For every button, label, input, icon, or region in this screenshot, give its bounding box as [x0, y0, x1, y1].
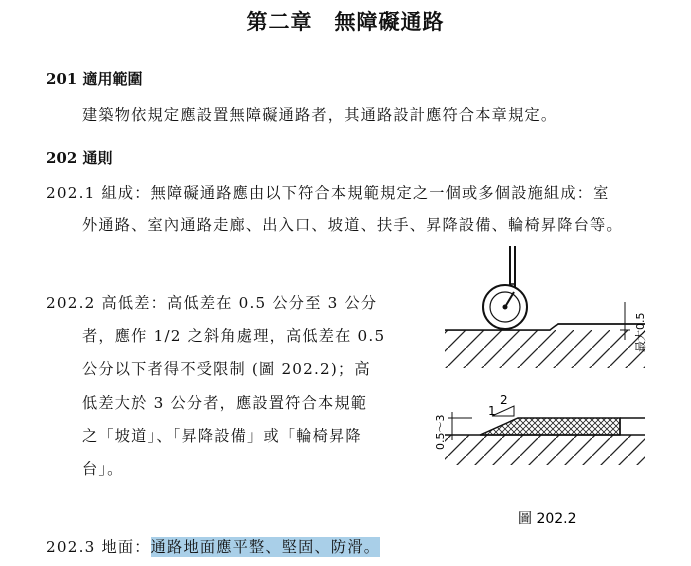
chapter-title: 第二章 無障礙通路 [246, 9, 445, 34]
item-202-1-line-1: 202.1 組成：無障礙通路應由以下符合本規範規定之一個或多個設施組成：室 [46, 184, 610, 202]
wheelchair-wheel-icon [483, 246, 527, 329]
item-202-3-label: 202.3 地面： [46, 538, 151, 556]
slope-ratio-indicator [488, 393, 514, 418]
item-202-2-line-3: 公分以下者得不受限制 (圖 202.2)；高 [82, 360, 371, 378]
section-201-heading: 201 適用範圍 [46, 70, 143, 88]
slope-label-2: 2 [500, 393, 508, 407]
figure-202-2 [430, 240, 660, 527]
item-202-2-line-2: 者，應作 1/2 之斜角處理，高低差在 0.5 [82, 327, 386, 345]
item-202-3 [46, 536, 380, 557]
section-202-heading: 202 通則 [46, 149, 113, 167]
item-202-2-line-4: 低差大於 3 公分者，應設置符合本規範 [82, 394, 368, 412]
item-202-2-line-6: 台」。 [82, 460, 124, 478]
item-202-2-line-1: 202.2 高低差：高低差在 0.5 公分至 3 公分 [46, 294, 378, 312]
section-201-text: 建築物依規定應設置無障礙通路者，其通路設計應符合本章規定。 [82, 106, 558, 124]
item-202-1-line-2: 外通路、室內通路走廊、出入口、坡道、扶手、昇降設備、輪椅昇降台等。 [82, 216, 623, 234]
label-height-range: 0.5～3 [434, 414, 447, 450]
label-max-height: 最大0.5 [634, 312, 647, 352]
slope-label-1: 1 [488, 404, 496, 418]
figure-caption: 圖 202.2 [518, 511, 577, 527]
item-202-3-highlighted-text: 通路地面應平整、堅固、防滑。 [150, 538, 381, 556]
wheel-step-diagram [445, 246, 647, 368]
slope-diagram [434, 393, 645, 465]
item-202-2-line-5: 之「坡道」、「昇降設備」或「輪椅昇降 [82, 427, 362, 445]
